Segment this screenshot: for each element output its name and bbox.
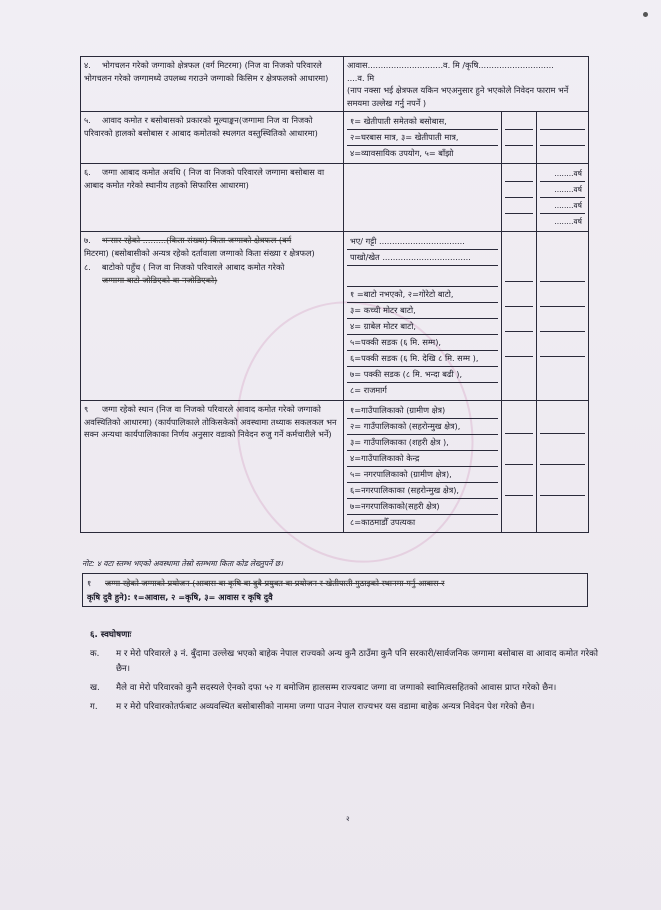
option-line: १=गाउँपालिकाको (ग्रामीण क्षेत्र) [347,403,498,419]
answer-note: (नाप नक्सा भई क्षेत्रफल यकिन भएअनुसार हुने भएकोले निवेदन फाराम भर्ने समयमा उल्लेख गर्नु नपर्ने ) [347,85,569,108]
row-number: १ [87,578,92,588]
item-text: म र मेरो परिवारले ३ नं. बुँदामा उल्लेख भएको बाहेक नेपाल राज्यको अन्य कुनै ठाउँमा कुनै पनि सरकारी/सार्वजनिक जग्गामा बसोबास वा आवाद कमोत गरेको छैन। [116,649,598,674]
sub-question-text: बाटोको पहुँच ( निज वा निजको परिवारले आबाद कमोत गरेको [102,262,285,272]
declaration-item [90,681,600,696]
answer-box-cell[interactable] [537,401,589,533]
option-line: २= गाउँपालिकाको (सहरोन्मुख क्षेत्र), [347,419,498,435]
self-declaration [90,628,600,715]
table-note: नोट: ४ वटा स्तम्भ भएको अवस्थामा तेस्रो स्तम्भमा किता कोड लेख्नुपर्ने छ। [82,559,283,568]
form-table [80,56,589,533]
struck-text: भन्सार रहेको .........(किता संख्या) किता जग्गाको क्षेत्रफल (वर्ग [102,235,292,245]
question-text: जग्गा रहेको स्थान (निज वा निजको परिवारले आवाद कमोत गरेको जग्गाको अवस्थितिको आधारमा) (कार्यपालिकाले तोकिसकेको अवस्थामा तथ्याक सकलकल भन सक्न अन्यथा कार्यपालिकाका निर्णय अनुसार वडाको निवेदन रुजु गर्ने कर्मचारीले भर्ने) [84,404,337,439]
question-cell [81,401,344,533]
answer-box-cell[interactable] [537,232,589,401]
option-line: १ =बाटो नभएको, २=गोरेटो बाटो, [347,287,498,303]
land-purpose-row [82,573,588,607]
item-text: म र मेरो परिवारकोतर्फबाट अव्यवस्थित बसोबासीको नाममा जग्गा पाउन नेपाल राज्यभर यस वडामा बाहेक अन्यत्र निवेदन पेश गरेको छैन। [116,702,535,712]
question-cell [81,112,344,164]
answer-box[interactable] [505,434,533,465]
row-number: ७. [84,235,91,245]
answer-box[interactable] [505,357,533,381]
option-line: भए/ गट्टी ................................. [347,234,498,250]
years-box[interactable]: ........वर्ष [554,217,582,226]
option-line: पाखो/खेत .................................. [347,250,498,266]
years-label: वर्ष [573,169,582,178]
question-text: मिटरमा) (बसोबासीको अन्यत्र रहेको दर्तावाला जग्गाको किता संख्या र क्षेत्रफल) [84,247,315,258]
option-line: ६=पक्की सडक (६ मि. देखि ८ मि. सम्म ), [347,351,498,367]
sub-number: ८. [84,262,91,272]
answer-box[interactable] [505,234,533,282]
declaration-item [90,700,600,715]
answer-box[interactable] [540,496,585,526]
option-line: ३= गाउँपालिकाका (शहरी क्षेत्र ), [347,435,498,451]
option-line: २=घरबास मात्र, ३= खेतीपाती मात्र, [347,130,498,146]
answer-box-cell[interactable] [537,112,589,164]
struck-text: जग्गामा बाटो जोडिएको वा नजोडिएको) [102,274,218,285]
option-line: १= खेतीपाती समेतको बसोबास, [347,114,498,130]
answer-box[interactable] [540,357,585,381]
options-cell [344,401,502,533]
years-label: वर्ष [573,185,582,194]
answer-line: ....व. मि [347,72,375,83]
years-label: वर्ष [573,217,582,226]
option-line: ७= पक्की सडक (८ मि. भन्दा बढी ), [347,367,498,383]
answer-box[interactable] [505,465,533,496]
years-box[interactable]: ........वर्ष [540,166,585,182]
empty-cell [344,164,502,232]
table-row [81,57,589,112]
table-row [81,232,589,401]
option-line: ८= राजमार्ग [350,385,387,395]
page-mark: २ [346,815,350,823]
option-line: ३= कच्ची मोटर बाटो, [347,303,498,319]
answer-box[interactable] [505,198,533,214]
answer-box[interactable] [540,114,585,130]
answer-box[interactable] [505,307,533,332]
option-line: ७=नगरपालिकाको(सहरी क्षेत्र) [347,499,498,515]
answer-box[interactable] [505,182,533,198]
answer-box-cell[interactable] [502,401,537,533]
years-cell[interactable] [537,164,589,232]
answer-box[interactable] [505,146,533,161]
answer-box[interactable] [540,146,585,161]
answer-box[interactable] [505,496,533,526]
answer-box[interactable] [505,403,533,434]
row-number: ४. [84,60,91,70]
answer-box[interactable] [540,332,585,357]
options-cell [344,232,502,401]
answer-box-cell[interactable] [502,112,537,164]
answer-box[interactable] [540,282,585,307]
answer-box[interactable] [505,166,533,182]
question-cell [81,164,344,232]
question-text: जग्गा आबाद कमोत अवधि ( निज वा निजको परिवारले जग्गामा बसोबास वा आबाद कमोत गरेको स्थानीय तहको सिफारिस आधारमा) [84,167,325,190]
table-row [81,401,589,533]
answer-box[interactable] [505,332,533,357]
answer-box[interactable] [505,282,533,307]
question-cell [81,57,344,112]
option-line: ८=काठमाडौँ उपत्यका [350,517,416,527]
option-line: ६=नगरपालिकाका (सहरोन्मुख क्षेत्र), [347,483,498,499]
item-text: मैले वा मेरो परिवारको कुनै सदस्यले ऐनको दफा ५२ ग बमोजिम हालसम्म राज्यबाट जग्गा वा जग्गाको स्वामित्वसहितको आवास प्राप्त गरेको छैन। [116,683,557,693]
table-row [81,112,589,164]
declaration-item [90,647,600,677]
option-line: ५= नगरपालिकाको (ग्रामीण क्षेत्र), [347,467,498,483]
purpose-options: कृषि दुवै हुने): १=आवास, २ =कृषि, ३= आवास र कृषि दुवै [87,592,273,602]
answer-box-cell[interactable] [502,164,537,232]
answer-box[interactable] [505,130,533,146]
answer-box[interactable] [505,214,533,229]
answer-cell [344,57,589,112]
question-cell [81,232,344,401]
answer-box-cell[interactable] [502,232,537,401]
answer-box[interactable] [505,114,533,130]
answer-box[interactable] [540,434,585,465]
question-text: भोगचलन गरेको जग्गाको क्षेत्रफल (वर्ग मिटरमा) (निज वा निजको परिवारले भोगचलन गरेको जग्गामध्ये उपलब्ध गराउने जग्गाको किसिम र क्षेत्रफलको आधारमा) [84,60,329,83]
option-line: ४=गाउँपालिकाको केन्द्र [347,451,498,467]
option-line: ४= ग्राबेल मोटर बाटो, [347,319,498,335]
row-number: ९ [84,404,89,414]
answer-box[interactable] [540,234,585,282]
options-cell [344,112,502,164]
question-text: आवाद कमोत र बसोबासको प्रकारको मूल्याङ्कन(जग्गामा निज वा निजको परिवारको हालको बसोबास र आबाद कमोतको स्थलगत वस्तुस्थितिको आधारमा) [84,115,318,138]
declaration-heading: ६. स्वघोषणाः [90,630,132,640]
item-label: क. [90,649,100,659]
table-row [81,164,589,232]
years-box[interactable]: ........वर्ष [540,198,585,214]
answer-box[interactable] [540,465,585,496]
item-label: ग. [90,702,98,712]
spacer [347,266,498,287]
row-number: ५. [84,115,91,125]
struck-text: जग्गा रहेको जग्गाको प्रयोजन (आवास वा कृषि वा दुवै प्रयुक्त वा प्रयोजन र खेतीपाती गुठाइको स्थानमा गर्नु आवास र [105,578,445,588]
answer-line: आवास.............................व. मि /कृषि............................. [347,60,554,70]
years-label: वर्ष [573,201,582,210]
option-line: ५=पक्की सडक (६ मि. सम्म), [347,335,498,351]
years-box[interactable]: ........वर्ष [540,182,585,198]
row-number: ६. [84,167,91,177]
answer-box[interactable] [540,130,585,146]
option-line: ४=व्यावसायिक उपयोग, ५= बाँझो [350,148,454,158]
item-label: ख. [90,683,100,693]
answer-box[interactable] [540,403,585,434]
answer-box[interactable] [540,307,585,332]
corner-dot [643,12,648,17]
